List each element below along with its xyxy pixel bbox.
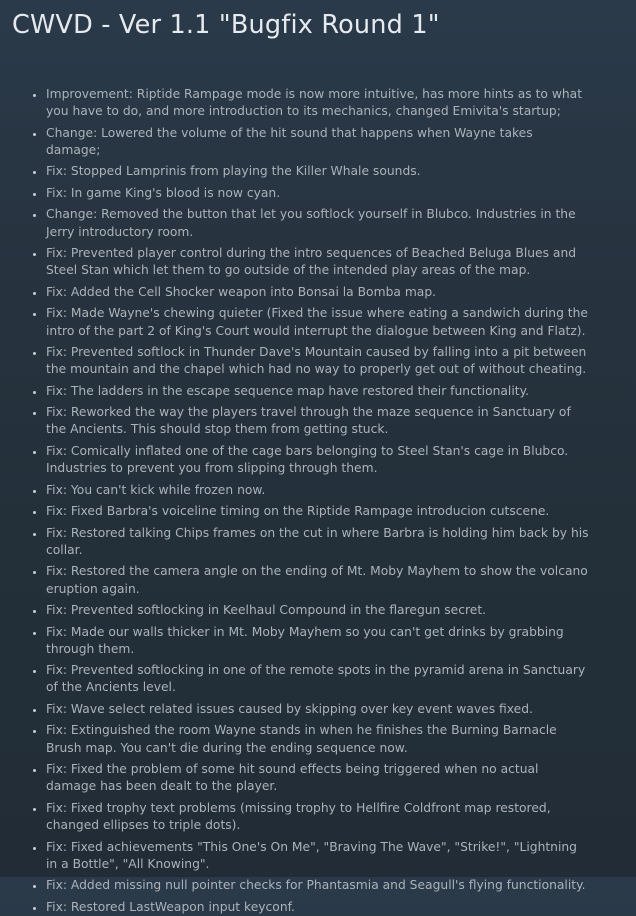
list-item: • Change: Lowered the volume of the hit sound that happens when Wayne takes damage; <box>46 125 590 159</box>
list-item: • Fix: You can't kick while frozen now. <box>46 482 590 499</box>
list-item: • Fix: Restored LastWeapon input keyconf. <box>46 899 590 916</box>
changelog-list <box>0 42 590 916</box>
list-item: • Fix: Made Wayne's chewing quieter (Fixed the issue where eating a sandwich during the intro of the part 2 of King's Court would interrupt the dialogue between King and Flatz). <box>46 305 590 339</box>
list-item: • Fix: The ladders in the escape sequence map have restored their functionality. <box>46 383 590 400</box>
list-item: • Fix: Wave select related issues caused by skipping over key event waves fixed. <box>46 701 590 718</box>
list-item: • Change: Removed the button that let you softlock yourself in Blubco. Industries in the Jerry introductory room. <box>46 206 590 240</box>
list-item: • Fix: Stopped Lamprinis from playing the Killer Whale sounds. <box>46 163 590 180</box>
list-item: • Fix: Added the Cell Shocker weapon into Bonsai la Bomba map. <box>46 284 590 301</box>
list-item: • Fix: In game King's blood is now cyan. <box>46 185 590 202</box>
list-item: • Improvement: Riptide Rampage mode is now more intuitive, has more hints as to what you have to do, and more introduction to its mechanics, changed Emivita's startup; <box>46 86 590 120</box>
list-item: • Fix: Reworked the way the players travel through the maze sequence in Sanctuary of the Ancients. This should stop them from getting stuck. <box>46 404 590 438</box>
list-item: • Fix: Comically inflated one of the cage bars belonging to Steel Stan's cage in Blubco. Industries to prevent you from slipping through them. <box>46 443 590 477</box>
list-item: • Fix: Fixed the problem of some hit sound effects being triggered when no actual damage has been dealt to the player. <box>46 761 590 795</box>
list-item: • Fix: Fixed achievements "This One's On Me", "Braving The Wave", "Strike!", "Lightning in a Bottle", "All Knowing". <box>46 839 590 873</box>
page-title: CWVD - Ver 1.1 "Bugfix Round 1" <box>12 10 440 40</box>
list-item: • Fix: Prevented softlock in Thunder Dave's Mountain caused by falling into a pit between the mountain and the chapel which had no way to properly get out of without cheating. <box>46 344 590 378</box>
list-item: • Fix: Made our walls thicker in Mt. Moby Mayhem so you can't get drinks by grabbing through them. <box>46 624 590 658</box>
list-item: • Fix: Extinguished the room Wayne stands in when he finishes the Burning Barnacle Brush map. You can't die during the ending sequence now. <box>46 722 590 756</box>
list-item: • Fix: Restored the camera angle on the ending of Mt. Moby Mayhem to show the volcano eruption again. <box>46 563 590 597</box>
list-item: • Fix: Prevented softlocking in one of the remote spots in the pyramid arena in Sanctuary of the Ancients level. <box>46 662 590 696</box>
list-item: • Fix: Fixed Barbra's voiceline timing on the Riptide Rampage introducion cutscene. <box>46 503 590 520</box>
list-item: • Fix: Prevented player control during the intro sequences of Beached Beluga Blues and Steel Stan which let them to go outside of the intended play areas of the map. <box>46 245 590 279</box>
list-item: • Fix: Added missing null pointer checks for Phantasmia and Seagull's flying functionality. <box>46 877 590 894</box>
list-item: • Fix: Restored talking Chips frames on the cut in where Barbra is holding him back by his collar. <box>46 525 590 559</box>
list-item: • Fix: Fixed trophy text problems (missing trophy to Hellfire Coldfront map restored, changed ellipses to triple dots). <box>46 800 590 834</box>
list-item: • Fix: Prevented softlocking in Keelhaul Compound in the flaregun secret. <box>46 602 590 619</box>
